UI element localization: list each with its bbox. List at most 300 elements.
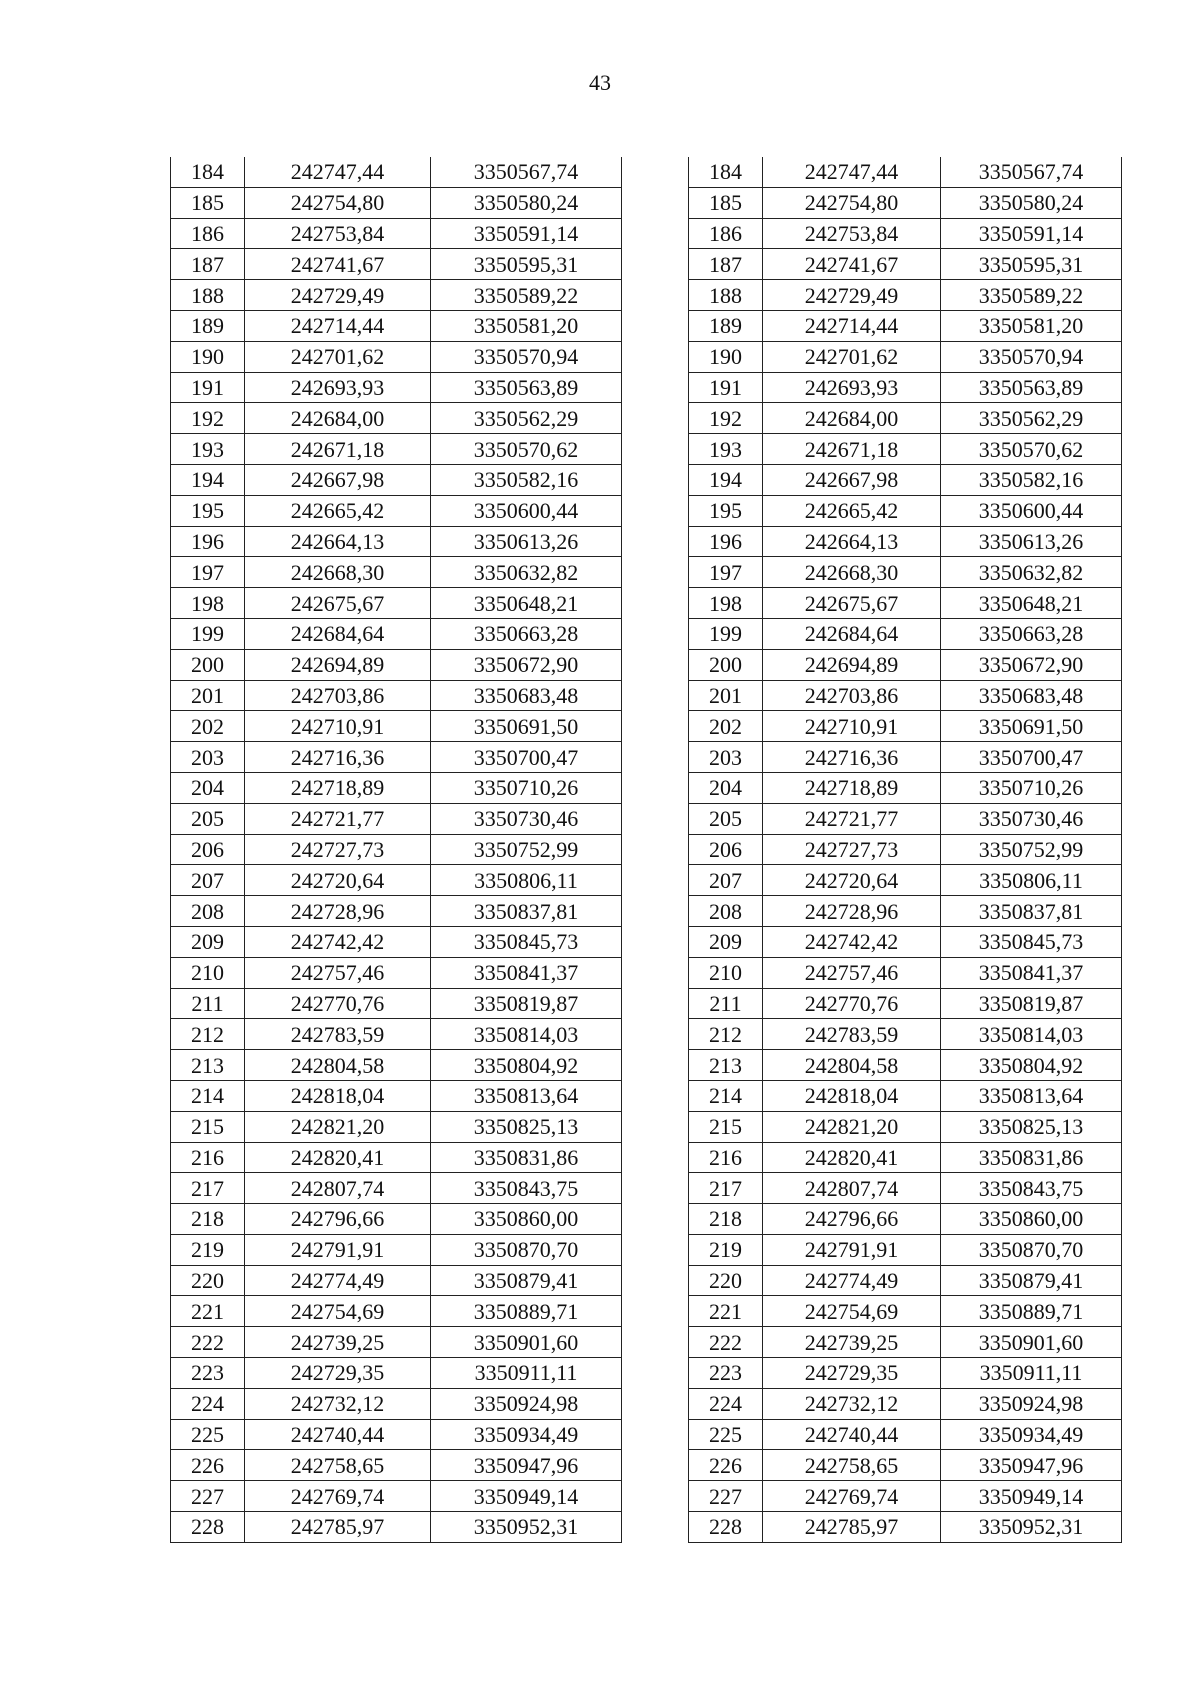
point-number-cell: 186 [689, 218, 763, 249]
table-row [689, 1050, 1122, 1081]
table-row [689, 618, 1122, 649]
point-number-cell: 200 [171, 649, 245, 680]
x-coordinate-cell: 242665,42 [245, 495, 431, 526]
y-coordinate-cell: 3350947,96 [941, 1450, 1122, 1481]
y-coordinate-cell: 3350595,31 [941, 249, 1122, 280]
y-coordinate-cell: 3350837,81 [941, 896, 1122, 927]
table-row [689, 926, 1122, 957]
point-number-cell: 209 [171, 926, 245, 957]
x-coordinate-cell: 242769,74 [245, 1481, 431, 1512]
x-coordinate-cell: 242694,89 [763, 649, 941, 680]
table-row [171, 1050, 622, 1081]
table-row [689, 742, 1122, 773]
x-coordinate-cell: 242774,49 [763, 1265, 941, 1296]
point-number-cell: 205 [689, 803, 763, 834]
y-coordinate-cell: 3350845,73 [941, 926, 1122, 957]
table-row [171, 1080, 622, 1111]
y-coordinate-cell: 3350841,37 [431, 957, 622, 988]
point-number-cell: 213 [689, 1050, 763, 1081]
table-row [171, 618, 622, 649]
point-number-cell: 195 [689, 495, 763, 526]
point-number-cell: 197 [689, 557, 763, 588]
point-number-cell: 203 [689, 742, 763, 773]
point-number-cell: 214 [689, 1080, 763, 1111]
table-row [689, 1358, 1122, 1389]
y-coordinate-cell: 3350889,71 [941, 1296, 1122, 1327]
table-row [689, 1234, 1122, 1265]
y-coordinate-cell: 3350582,16 [941, 464, 1122, 495]
table-row [689, 988, 1122, 1019]
point-number-cell: 202 [689, 711, 763, 742]
table-row [689, 1512, 1122, 1543]
x-coordinate-cell: 242727,73 [763, 834, 941, 865]
y-coordinate-cell: 3350806,11 [941, 865, 1122, 896]
x-coordinate-cell: 242721,77 [245, 803, 431, 834]
y-coordinate-cell: 3350582,16 [431, 464, 622, 495]
x-coordinate-cell: 242770,76 [763, 988, 941, 1019]
y-coordinate-cell: 3350924,98 [431, 1388, 622, 1419]
y-coordinate-cell: 3350581,20 [431, 310, 622, 341]
y-coordinate-cell: 3350567,74 [431, 157, 622, 187]
y-coordinate-cell: 3350947,96 [431, 1450, 622, 1481]
x-coordinate-cell: 242693,93 [763, 372, 941, 403]
x-coordinate-cell: 242754,69 [245, 1296, 431, 1327]
point-number-cell: 217 [689, 1173, 763, 1204]
table-row [689, 1111, 1122, 1142]
y-coordinate-cell: 3350825,13 [431, 1111, 622, 1142]
page-number: 43 [589, 70, 611, 95]
y-coordinate-cell: 3350591,14 [941, 218, 1122, 249]
x-coordinate-cell: 242721,77 [763, 803, 941, 834]
y-coordinate-cell: 3350813,64 [431, 1080, 622, 1111]
point-number-cell: 204 [689, 772, 763, 803]
coordinates-table-right [688, 157, 1122, 1543]
point-number-cell: 214 [171, 1080, 245, 1111]
x-coordinate-cell: 242684,00 [245, 403, 431, 434]
point-number-cell: 225 [171, 1419, 245, 1450]
table-row [689, 1173, 1122, 1204]
table-row [689, 372, 1122, 403]
table-row [689, 1450, 1122, 1481]
x-coordinate-cell: 242720,64 [245, 865, 431, 896]
table-row [171, 742, 622, 773]
y-coordinate-cell: 3350952,31 [941, 1512, 1122, 1543]
table-row [171, 434, 622, 465]
y-coordinate-cell: 3350889,71 [431, 1296, 622, 1327]
x-coordinate-cell: 242720,64 [763, 865, 941, 896]
point-number-cell: 223 [171, 1358, 245, 1389]
y-coordinate-cell: 3350589,22 [431, 280, 622, 311]
table-row [171, 526, 622, 557]
y-coordinate-cell: 3350752,99 [941, 834, 1122, 865]
table-row [171, 1173, 622, 1204]
x-coordinate-cell: 242818,04 [245, 1080, 431, 1111]
x-coordinate-cell: 242668,30 [245, 557, 431, 588]
y-coordinate-cell: 3350700,47 [431, 742, 622, 773]
table-row [689, 557, 1122, 588]
point-number-cell: 228 [689, 1512, 763, 1543]
table-row [171, 341, 622, 372]
x-coordinate-cell: 242714,44 [763, 310, 941, 341]
point-number-cell: 189 [689, 310, 763, 341]
y-coordinate-cell: 3350819,87 [941, 988, 1122, 1019]
table-row [689, 649, 1122, 680]
table-row [689, 157, 1122, 187]
point-number-cell: 215 [689, 1111, 763, 1142]
x-coordinate-cell: 242754,80 [245, 187, 431, 218]
x-coordinate-cell: 242770,76 [245, 988, 431, 1019]
table-row [171, 495, 622, 526]
x-coordinate-cell: 242728,96 [763, 896, 941, 927]
point-number-cell: 208 [689, 896, 763, 927]
table-row [171, 957, 622, 988]
y-coordinate-cell: 3350580,24 [431, 187, 622, 218]
y-coordinate-cell: 3350934,49 [941, 1419, 1122, 1450]
table-row [689, 957, 1122, 988]
point-number-cell: 188 [171, 280, 245, 311]
point-number-cell: 195 [171, 495, 245, 526]
point-number-cell: 194 [689, 464, 763, 495]
y-coordinate-cell: 3350870,70 [941, 1234, 1122, 1265]
coordinates-table-left-body [171, 157, 622, 1542]
x-coordinate-cell: 242739,25 [763, 1327, 941, 1358]
y-coordinate-cell: 3350901,60 [431, 1327, 622, 1358]
point-number-cell: 222 [171, 1327, 245, 1358]
y-coordinate-cell: 3350562,29 [941, 403, 1122, 434]
x-coordinate-cell: 242675,67 [245, 588, 431, 619]
x-coordinate-cell: 242818,04 [763, 1080, 941, 1111]
x-coordinate-cell: 242701,62 [245, 341, 431, 372]
y-coordinate-cell: 3350632,82 [431, 557, 622, 588]
x-coordinate-cell: 242804,58 [763, 1050, 941, 1081]
table-row [171, 803, 622, 834]
point-number-cell: 210 [171, 957, 245, 988]
point-number-cell: 221 [171, 1296, 245, 1327]
point-number-cell: 199 [171, 618, 245, 649]
table-row [171, 711, 622, 742]
y-coordinate-cell: 3350672,90 [431, 649, 622, 680]
table-row [171, 280, 622, 311]
x-coordinate-cell: 242758,65 [763, 1450, 941, 1481]
y-coordinate-cell: 3350570,94 [431, 341, 622, 372]
x-coordinate-cell: 242742,42 [245, 926, 431, 957]
table-row [689, 1296, 1122, 1327]
y-coordinate-cell: 3350691,50 [431, 711, 622, 742]
x-coordinate-cell: 242684,00 [763, 403, 941, 434]
table-row [689, 865, 1122, 896]
y-coordinate-cell: 3350730,46 [431, 803, 622, 834]
point-number-cell: 212 [171, 1019, 245, 1050]
table-row [689, 249, 1122, 280]
x-coordinate-cell: 242718,89 [245, 772, 431, 803]
x-coordinate-cell: 242807,74 [245, 1173, 431, 1204]
point-number-cell: 193 [689, 434, 763, 465]
y-coordinate-cell: 3350831,86 [941, 1142, 1122, 1173]
point-number-cell: 218 [171, 1204, 245, 1235]
y-coordinate-cell: 3350595,31 [431, 249, 622, 280]
table-row [689, 588, 1122, 619]
point-number-cell: 186 [171, 218, 245, 249]
table-row [171, 1419, 622, 1450]
point-number-cell: 217 [171, 1173, 245, 1204]
point-number-cell: 219 [689, 1234, 763, 1265]
x-coordinate-cell: 242741,67 [245, 249, 431, 280]
y-coordinate-cell: 3350837,81 [431, 896, 622, 927]
point-number-cell: 198 [171, 588, 245, 619]
point-number-cell: 203 [171, 742, 245, 773]
y-coordinate-cell: 3350632,82 [941, 557, 1122, 588]
y-coordinate-cell: 3350613,26 [941, 526, 1122, 557]
point-number-cell: 196 [171, 526, 245, 557]
y-coordinate-cell: 3350563,89 [941, 372, 1122, 403]
table-row [689, 680, 1122, 711]
table-row [689, 1019, 1122, 1050]
x-coordinate-cell: 242732,12 [245, 1388, 431, 1419]
y-coordinate-cell: 3350562,29 [431, 403, 622, 434]
x-coordinate-cell: 242668,30 [763, 557, 941, 588]
table-row [689, 187, 1122, 218]
table-row [689, 1265, 1122, 1296]
point-number-cell: 226 [689, 1450, 763, 1481]
table-row [171, 249, 622, 280]
point-number-cell: 198 [689, 588, 763, 619]
y-coordinate-cell: 3350860,00 [941, 1204, 1122, 1235]
x-coordinate-cell: 242804,58 [245, 1050, 431, 1081]
table-row [171, 218, 622, 249]
table-row [689, 1080, 1122, 1111]
table-row [171, 896, 622, 927]
point-number-cell: 187 [689, 249, 763, 280]
x-coordinate-cell: 242791,91 [245, 1234, 431, 1265]
y-coordinate-cell: 3350845,73 [431, 926, 622, 957]
y-coordinate-cell: 3350804,92 [431, 1050, 622, 1081]
point-number-cell: 184 [689, 157, 763, 187]
x-coordinate-cell: 242796,66 [245, 1204, 431, 1235]
y-coordinate-cell: 3350683,48 [431, 680, 622, 711]
x-coordinate-cell: 242664,13 [763, 526, 941, 557]
table-row [171, 1450, 622, 1481]
point-number-cell: 216 [171, 1142, 245, 1173]
x-coordinate-cell: 242703,86 [763, 680, 941, 711]
point-number-cell: 187 [171, 249, 245, 280]
x-coordinate-cell: 242716,36 [245, 742, 431, 773]
table-row [171, 1019, 622, 1050]
point-number-cell: 225 [689, 1419, 763, 1450]
x-coordinate-cell: 242796,66 [763, 1204, 941, 1235]
point-number-cell: 206 [689, 834, 763, 865]
x-coordinate-cell: 242693,93 [245, 372, 431, 403]
y-coordinate-cell: 3350648,21 [431, 588, 622, 619]
x-coordinate-cell: 242732,12 [763, 1388, 941, 1419]
y-coordinate-cell: 3350949,14 [431, 1481, 622, 1512]
point-number-cell: 190 [689, 341, 763, 372]
y-coordinate-cell: 3350924,98 [941, 1388, 1122, 1419]
x-coordinate-cell: 242684,64 [763, 618, 941, 649]
table-row [689, 464, 1122, 495]
x-coordinate-cell: 242671,18 [245, 434, 431, 465]
x-coordinate-cell: 242791,91 [763, 1234, 941, 1265]
x-coordinate-cell: 242684,64 [245, 618, 431, 649]
y-coordinate-cell: 3350589,22 [941, 280, 1122, 311]
point-number-cell: 213 [171, 1050, 245, 1081]
y-coordinate-cell: 3350683,48 [941, 680, 1122, 711]
x-coordinate-cell: 242753,84 [763, 218, 941, 249]
table-row [171, 1388, 622, 1419]
x-coordinate-cell: 242729,49 [245, 280, 431, 311]
point-number-cell: 200 [689, 649, 763, 680]
x-coordinate-cell: 242807,74 [763, 1173, 941, 1204]
y-coordinate-cell: 3350700,47 [941, 742, 1122, 773]
point-number-cell: 201 [171, 680, 245, 711]
y-coordinate-cell: 3350949,14 [941, 1481, 1122, 1512]
x-coordinate-cell: 242747,44 [763, 157, 941, 187]
x-coordinate-cell: 242783,59 [763, 1019, 941, 1050]
table-row [171, 1327, 622, 1358]
point-number-cell: 206 [171, 834, 245, 865]
y-coordinate-cell: 3350825,13 [941, 1111, 1122, 1142]
x-coordinate-cell: 242742,42 [763, 926, 941, 957]
y-coordinate-cell: 3350591,14 [431, 218, 622, 249]
point-number-cell: 207 [689, 865, 763, 896]
y-coordinate-cell: 3350570,62 [431, 434, 622, 465]
table-row [171, 1204, 622, 1235]
table-row [171, 834, 622, 865]
point-number-cell: 196 [689, 526, 763, 557]
x-coordinate-cell: 242754,80 [763, 187, 941, 218]
y-coordinate-cell: 3350570,94 [941, 341, 1122, 372]
point-number-cell: 201 [689, 680, 763, 711]
table-row [171, 310, 622, 341]
x-coordinate-cell: 242739,25 [245, 1327, 431, 1358]
table-row [689, 434, 1122, 465]
y-coordinate-cell: 3350663,28 [941, 618, 1122, 649]
x-coordinate-cell: 242754,69 [763, 1296, 941, 1327]
table-row [689, 495, 1122, 526]
x-coordinate-cell: 242718,89 [763, 772, 941, 803]
table-row [171, 372, 622, 403]
x-coordinate-cell: 242820,41 [245, 1142, 431, 1173]
y-coordinate-cell: 3350901,60 [941, 1327, 1122, 1358]
point-number-cell: 191 [171, 372, 245, 403]
point-number-cell: 202 [171, 711, 245, 742]
point-number-cell: 210 [689, 957, 763, 988]
point-number-cell: 189 [171, 310, 245, 341]
y-coordinate-cell: 3350879,41 [941, 1265, 1122, 1296]
point-number-cell: 190 [171, 341, 245, 372]
y-coordinate-cell: 3350691,50 [941, 711, 1122, 742]
x-coordinate-cell: 242747,44 [245, 157, 431, 187]
table-row [171, 403, 622, 434]
x-coordinate-cell: 242758,65 [245, 1450, 431, 1481]
table-row [171, 1296, 622, 1327]
point-number-cell: 207 [171, 865, 245, 896]
table-row [171, 1358, 622, 1389]
table-row [689, 1142, 1122, 1173]
table-row [171, 1512, 622, 1543]
y-coordinate-cell: 3350814,03 [941, 1019, 1122, 1050]
table-row [171, 926, 622, 957]
table-row [689, 834, 1122, 865]
y-coordinate-cell: 3350804,92 [941, 1050, 1122, 1081]
point-number-cell: 222 [689, 1327, 763, 1358]
x-coordinate-cell: 242729,49 [763, 280, 941, 311]
x-coordinate-cell: 242821,20 [763, 1111, 941, 1142]
y-coordinate-cell: 3350752,99 [431, 834, 622, 865]
y-coordinate-cell: 3350814,03 [431, 1019, 622, 1050]
point-number-cell: 228 [171, 1512, 245, 1543]
table-row [171, 588, 622, 619]
point-number-cell: 208 [171, 896, 245, 927]
y-coordinate-cell: 3350580,24 [941, 187, 1122, 218]
table-row [689, 896, 1122, 927]
x-coordinate-cell: 242727,73 [245, 834, 431, 865]
y-coordinate-cell: 3350600,44 [431, 495, 622, 526]
x-coordinate-cell: 242757,46 [245, 957, 431, 988]
y-coordinate-cell: 3350600,44 [941, 495, 1122, 526]
x-coordinate-cell: 242785,97 [763, 1512, 941, 1543]
table-row [689, 280, 1122, 311]
point-number-cell: 194 [171, 464, 245, 495]
x-coordinate-cell: 242728,96 [245, 896, 431, 927]
x-coordinate-cell: 242716,36 [763, 742, 941, 773]
table-row [171, 1481, 622, 1512]
point-number-cell: 215 [171, 1111, 245, 1142]
y-coordinate-cell: 3350952,31 [431, 1512, 622, 1543]
point-number-cell: 221 [689, 1296, 763, 1327]
table-row [689, 1419, 1122, 1450]
point-number-cell: 223 [689, 1358, 763, 1389]
x-coordinate-cell: 242729,35 [763, 1358, 941, 1389]
point-number-cell: 197 [171, 557, 245, 588]
x-coordinate-cell: 242664,13 [245, 526, 431, 557]
point-number-cell: 193 [171, 434, 245, 465]
point-number-cell: 192 [171, 403, 245, 434]
x-coordinate-cell: 242714,44 [245, 310, 431, 341]
point-number-cell: 192 [689, 403, 763, 434]
x-coordinate-cell: 242757,46 [763, 957, 941, 988]
x-coordinate-cell: 242667,98 [763, 464, 941, 495]
table-row [171, 1234, 622, 1265]
y-coordinate-cell: 3350663,28 [431, 618, 622, 649]
x-coordinate-cell: 242729,35 [245, 1358, 431, 1389]
x-coordinate-cell: 242710,91 [763, 711, 941, 742]
x-coordinate-cell: 242785,97 [245, 1512, 431, 1543]
point-number-cell: 199 [689, 618, 763, 649]
y-coordinate-cell: 3350710,26 [431, 772, 622, 803]
table-row [171, 187, 622, 218]
table-row [171, 1265, 622, 1296]
table-row [689, 1481, 1122, 1512]
table-row [689, 1388, 1122, 1419]
x-coordinate-cell: 242820,41 [763, 1142, 941, 1173]
point-number-cell: 224 [171, 1388, 245, 1419]
x-coordinate-cell: 242667,98 [245, 464, 431, 495]
y-coordinate-cell: 3350710,26 [941, 772, 1122, 803]
table-row [689, 218, 1122, 249]
point-number-cell: 188 [689, 280, 763, 311]
y-coordinate-cell: 3350841,37 [941, 957, 1122, 988]
table-row [171, 680, 622, 711]
y-coordinate-cell: 3350563,89 [431, 372, 622, 403]
x-coordinate-cell: 242710,91 [245, 711, 431, 742]
y-coordinate-cell: 3350806,11 [431, 865, 622, 896]
table-row [171, 988, 622, 1019]
table-row [171, 1142, 622, 1173]
point-number-cell: 218 [689, 1204, 763, 1235]
coordinates-table-left [170, 157, 622, 1543]
x-coordinate-cell: 242753,84 [245, 218, 431, 249]
point-number-cell: 191 [689, 372, 763, 403]
